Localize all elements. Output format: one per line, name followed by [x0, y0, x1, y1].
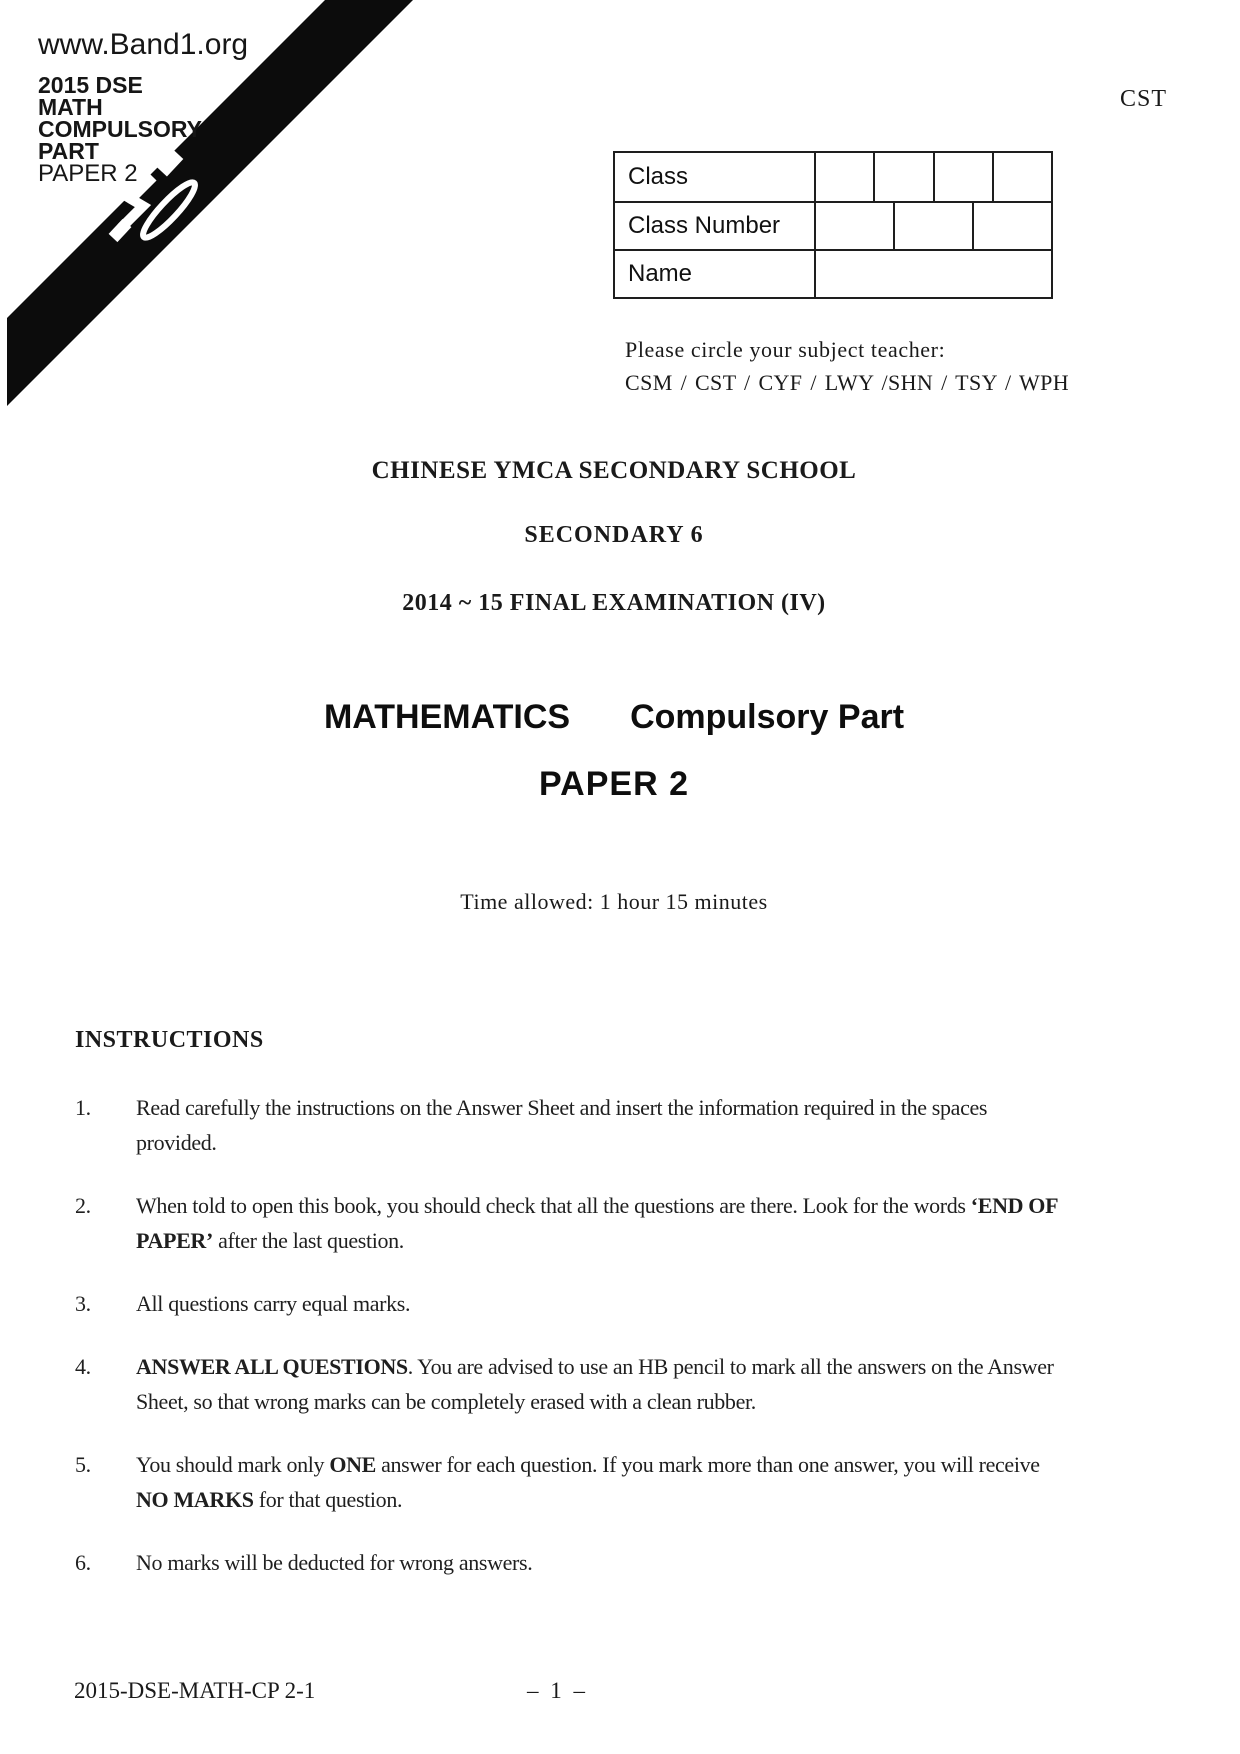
exam-code-line: MATH: [38, 94, 103, 120]
answer-box: [972, 203, 1051, 249]
exam-code-line: COMPULSORY: [38, 116, 202, 142]
table-row: [615, 249, 1051, 297]
item-text-line: Read carefully the instructions on the Answer Sheet and insert the information required in the spaces: [136, 1095, 988, 1120]
exam-title: 2014 ~ 15 FINAL EXAMINATION (IV): [402, 590, 826, 616]
time-allowed: Time allowed: 1 hour 15 minutes: [460, 889, 768, 914]
exam-code-lines: [38, 74, 202, 162]
instruction-item: [75, 1447, 1205, 1517]
student-info-table: [613, 151, 1053, 299]
teacher-options: CSM / CST / CYF / LWY /SHN / TSY / WPH: [625, 370, 1070, 395]
table-row: [615, 153, 1051, 201]
page-number: – 1 –: [527, 1678, 585, 1703]
instructions-heading: INSTRUCTIONS: [75, 1027, 264, 1053]
item-number: 1.: [75, 1095, 91, 1120]
banner-stripe: [0, 0, 460, 460]
answer-box: [816, 153, 873, 201]
level-name: SECONDARY 6: [524, 522, 704, 548]
item-text: [136, 1188, 1205, 1258]
item-number: 3.: [75, 1291, 91, 1316]
item-text-line: Sheet, so that wrong marks can be completely erased with a clean rubber.: [136, 1389, 756, 1414]
instruction-item: [75, 1349, 1205, 1419]
answer-boxes: [816, 203, 1051, 249]
answer-box: [816, 251, 1051, 297]
answer-box: [893, 203, 972, 249]
item-text-line: You should mark only ONE answer for each question. If you mark more than one answer, you will receive: [136, 1452, 1040, 1477]
item-text: [136, 1545, 1205, 1580]
subject-line: [0, 698, 1228, 737]
item-text-line: ANSWER ALL QUESTIONS. You are advised to use an HB pencil to mark all the answers on the Answer: [136, 1354, 1054, 1379]
item-text: [136, 1286, 1205, 1321]
item-text-line: All questions carry equal marks.: [136, 1291, 411, 1316]
item-text-line: NO MARKS for that question.: [136, 1487, 403, 1512]
answer-boxes: [816, 251, 1051, 297]
corner-code: CST: [1120, 86, 1168, 112]
exam-code-block: [38, 74, 202, 185]
item-number: 6.: [75, 1550, 91, 1575]
item-text-line: PAPER’ after the last question.: [136, 1228, 404, 1253]
exam-code-line: 2015 DSE: [38, 72, 143, 98]
answer-box: [816, 203, 893, 249]
item-text: [136, 1349, 1205, 1419]
subject-part: Compulsory Part: [630, 698, 905, 736]
instruction-item: [75, 1545, 1205, 1580]
paper-title: PAPER 2: [539, 765, 689, 803]
footer-code: 2015-DSE-MATH-CP 2-1: [74, 1678, 316, 1703]
item-number: 2.: [75, 1193, 91, 1218]
subject-title: MATHEMATICS: [323, 698, 571, 736]
item-text-line: When told to open this book, you should check that all the questions are there. Look for the words ‘END OF: [136, 1193, 1059, 1218]
banner-paper-line: PAPER 2: [38, 160, 138, 187]
row-label: Class Number: [615, 203, 816, 249]
row-label: Class: [615, 153, 816, 201]
item-text-line: provided.: [136, 1130, 217, 1155]
item-text-line: No marks will be deducted for wrong answers.: [136, 1550, 533, 1575]
instruction-item: [75, 1286, 1205, 1321]
item-number: 5.: [75, 1452, 91, 1477]
answer-box: [873, 153, 932, 201]
row-label: Name: [615, 251, 816, 297]
site-url: www.Band1.org: [38, 28, 249, 61]
instruction-item: [75, 1090, 1205, 1160]
answer-boxes: [816, 153, 1051, 201]
item-text: [136, 1447, 1205, 1517]
instructions-list: [75, 1090, 1205, 1608]
exam-code-line: PART: [38, 138, 99, 164]
item-text: [136, 1090, 1205, 1160]
answer-box: [933, 153, 992, 201]
teacher-prompt: Please circle your subject teacher:: [625, 337, 946, 362]
table-row: [615, 201, 1051, 249]
item-number: 4.: [75, 1354, 91, 1379]
answer-box: [992, 153, 1051, 201]
school-name: CHINESE YMCA SECONDARY SCHOOL: [371, 457, 857, 484]
instruction-item: [75, 1188, 1205, 1258]
